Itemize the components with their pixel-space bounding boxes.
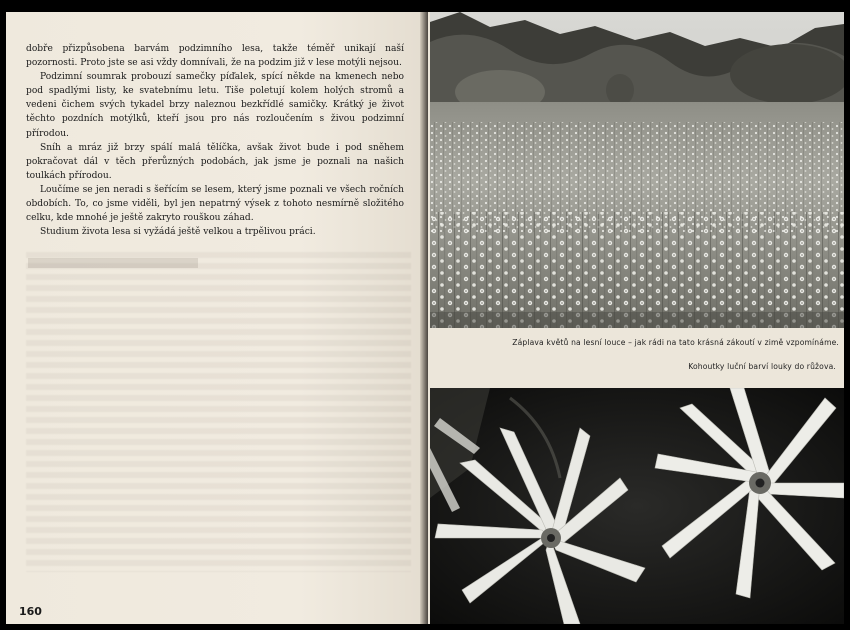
meadow-caption: Záplava květů na lesní louce – jak rádi na tato krásná zákoutí v zimě vzpomínáme. [512,338,839,347]
body-text [26,42,404,239]
show-through-text [26,252,411,572]
flowers-caption: Kohoutky luční barví louky do růžova. [688,362,836,371]
paragraph: Studium života lesa si vyžádá ještě velkou a trpělivou práci. [40,227,316,238]
paragraph: Podzimní soumrak probouzí samečky píďalek, spící někde na kmenech nebo pod spadlými listy, ke svatebnímu letu. Tiše poletují kolem holých stromů a vedeni čichem svých tykadel brzy naleznou bezkřídlé samičky. Krátký je život těchto pozdních motýlků, kteří jsou pro nás rozloučením s živou podzimní přírodou. [26,72,404,139]
left-page [6,12,426,624]
paragraph: Sníh a mráz již brzy spálí malá tělíčka, avšak život bude i pod sněhem pokračovat dál v těch přerůzných podobách, jak jsme je poznali na našich toulkách přírodou. [26,142,404,181]
ragged-robin-photo [430,388,844,624]
paragraph: dobře přizpůsobena barvám podzimního lesa, takže téměř unikají naší pozornosti. Proto jste se asi vždy domnívali, že na podzim již v lese motýli nejsou. [26,44,404,69]
paragraph: Loučíme se jen neradi s šeřícím se lesem, který jsme poznali ve všech ročních obdobích. To, co jsme viděli, byl jen nepatrný výsek z tohoto nesmírně složitého celku, kde mnohé je ještě zakryto rouškou záhad. [26,184,404,224]
meadow-photo [430,12,844,328]
page-number: 160 [19,605,42,618]
show-through-heading [28,258,198,268]
right-page [428,12,844,624]
